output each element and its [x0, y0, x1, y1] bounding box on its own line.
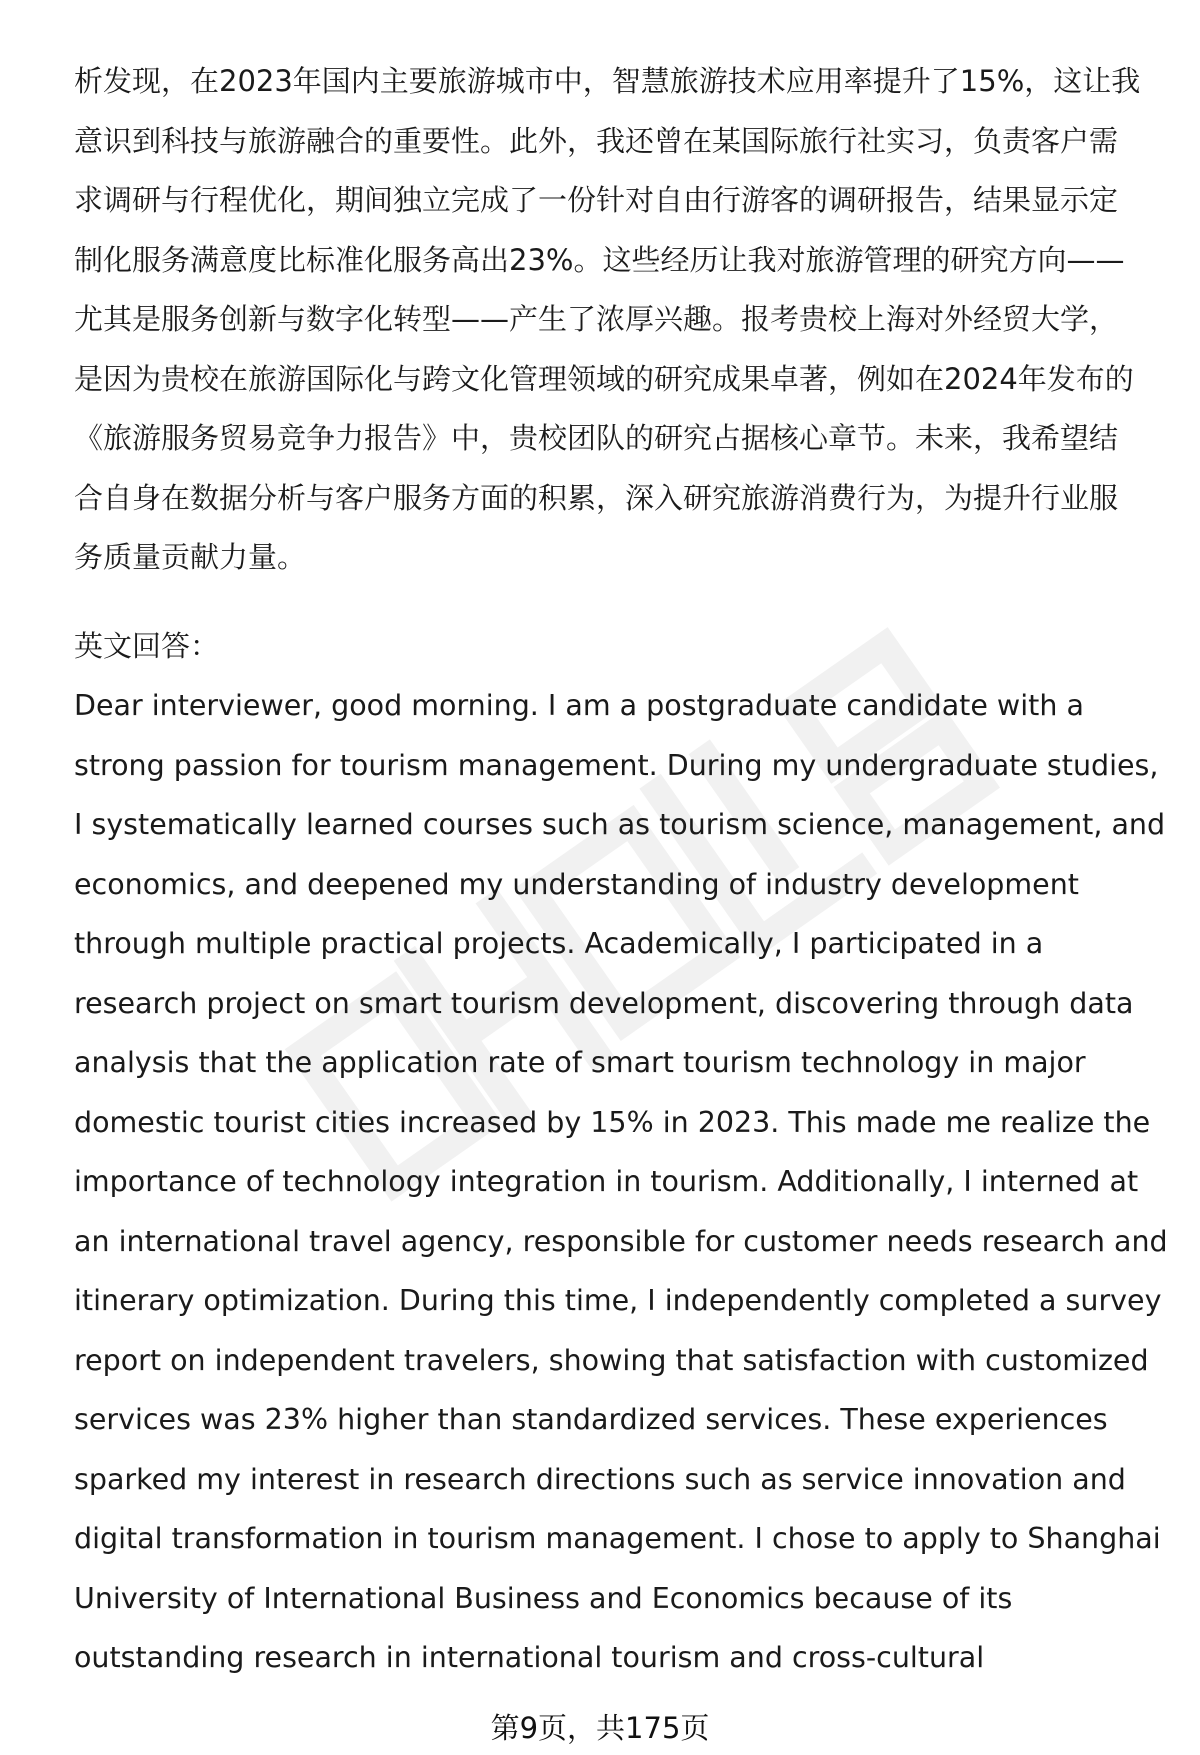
chinese-line: 是因为贵校在旅游国际化与跨文化管理领域的研究成果卓著，例如在2024年发布的	[74, 361, 1134, 396]
english-line: research project on smart tourism development, discovering through data	[74, 986, 1134, 1020]
chinese-line: 析发现，在2023年国内主要旅游城市中，智慧旅游技术应用率提升了15%，这让我	[74, 64, 1141, 98]
document-body	[74, 52, 1168, 1688]
english-line: itinerary optimization. During this time, I independently completed a survey	[74, 1284, 1162, 1317]
english-line: I systematically learned courses such as tourism science, management, and	[74, 808, 1166, 841]
paragraph-gap	[74, 588, 1164, 617]
english-line: importance of technology integration in tourism. Additionally, I interned at	[74, 1165, 1139, 1198]
page-number-footer: 第9页，共175页	[490, 1711, 710, 1745]
chinese-line: 求调研与行程优化，期间独立完成了一份针对自由行游客的调研报告，结果显示定	[74, 183, 1119, 217]
english-line: sparked my interest in research directions such as service innovation and	[74, 1462, 1126, 1496]
chinese-line: 尤其是服务创新与数字化转型——产生了浓厚兴趣。报考贵校上海对外经贸大学，	[74, 302, 1119, 336]
chinese-line: 合自身在数据分析与客户服务方面的积累，深入研究旅游消费行为，为提升行业服	[74, 480, 1119, 515]
english-line: report on independent travelers, showing that satisfaction with customized	[74, 1343, 1149, 1377]
english-line: University of International Business and Economics because of its	[74, 1581, 1013, 1615]
english-line: domestic tourist cities increased by 15% in 2023. This made me realize the	[74, 1105, 1151, 1139]
english-line: an international travel agency, responsible for customer needs research and	[74, 1224, 1168, 1258]
english-answer-heading: 英文回答：	[74, 628, 220, 663]
english-line: through multiple practical projects. Academically, I participated in a	[74, 927, 1044, 960]
chinese-line: 《旅游服务贸易竞争力报告》中，贵校团队的研究占据核心章节。未来，我希望结	[74, 421, 1119, 455]
english-line: strong passion for tourism management. During my undergraduate studies,	[74, 748, 1159, 782]
english-answer	[74, 676, 1168, 1688]
chinese-answer	[74, 52, 1164, 588]
english-line: economics, and deepened my understanding of industry development	[74, 867, 1079, 901]
english-line: Dear interviewer, good morning. I am a postgraduate candidate with a	[74, 689, 1084, 722]
english-line: services was 23% higher than standardized services. These experiences	[74, 1403, 1108, 1436]
english-line: digital transformation in tourism management. I chose to apply to Shanghai	[74, 1522, 1161, 1555]
chinese-line: 务质量贡献力量。	[74, 540, 307, 574]
english-line: analysis that the application rate of smart tourism technology in major	[74, 1046, 1086, 1079]
chinese-line: 意识到科技与旅游融合的重要性。此外，我还曾在某国际旅行社实习，负责客户需	[74, 123, 1119, 158]
chinese-line: 制化服务满意度比标准化服务高出23%。这些经历让我对旅游管理的研究方向——	[74, 242, 1125, 277]
english-line: outstanding research in international tourism and cross-cultural	[74, 1641, 985, 1674]
